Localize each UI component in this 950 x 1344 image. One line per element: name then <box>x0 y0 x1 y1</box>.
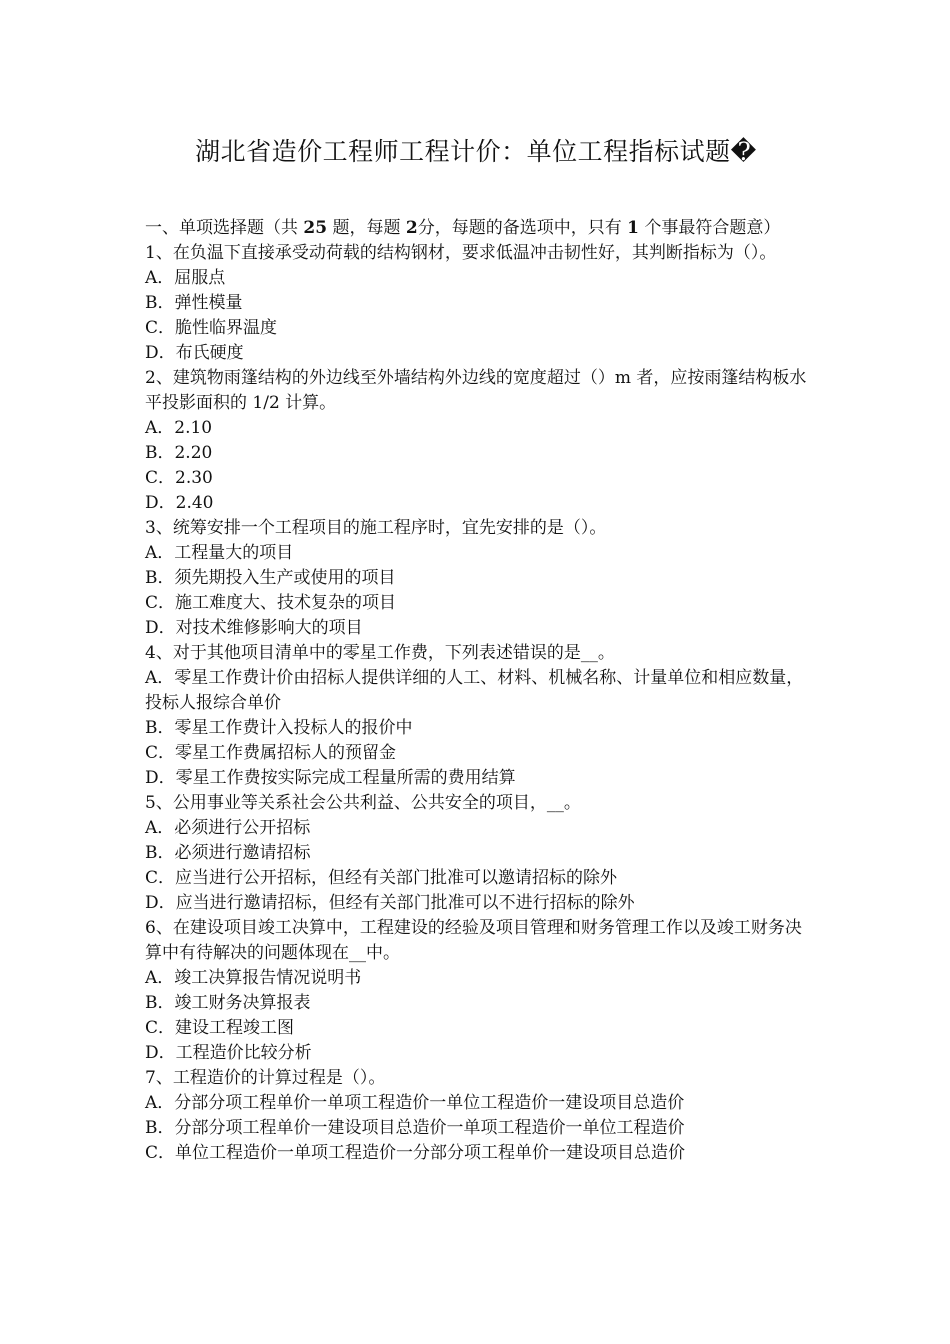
question-stem: 7、工程造价的计算过程是（）。 <box>145 1068 386 1088</box>
section-suffix: 个事最符合题意） <box>644 218 781 238</box>
option-c: C．脆性临界温度 <box>145 318 278 338</box>
option-c: C．应当进行公开招标，但经有关部门批准可以邀请招标的除外 <box>145 868 618 888</box>
question-stem: 6、在建设项目竣工决算中，工程建设的经验及项目管理和财务管理工作以及竣工财务决算中有待解决的问题体现在__中。 <box>145 918 802 963</box>
question-1 <box>145 241 807 366</box>
option-b: B．竣工财务决算报表 <box>145 993 311 1013</box>
option-b: B．分部分项工程单价一建设项目总造价一单项工程造价一单位工程造价 <box>145 1118 685 1138</box>
question-stem: 4、对于其他项目清单中的零星工作费，下列表述错误的是__。 <box>145 643 615 663</box>
answer-count: 1 <box>627 218 639 238</box>
question-2 <box>145 366 807 516</box>
option-c: C．施工难度大、技术复杂的项目 <box>145 593 397 613</box>
question-7 <box>145 1066 807 1166</box>
question-stem: 1、在负温下直接承受动荷载的结构钢材，要求低温冲击韧性好，其判断指标为（）。 <box>145 243 777 263</box>
option-a: A．工程量大的项目 <box>145 543 294 563</box>
question-5 <box>145 791 807 916</box>
option-a: A．必须进行公开招标 <box>145 818 311 838</box>
option-d: D．对技术维修影响大的项目 <box>145 618 363 638</box>
option-b: B．弹性模量 <box>145 293 243 313</box>
document-title: 湖北省造价工程师工程计价：单位工程指标试题� <box>195 137 757 166</box>
section-header <box>145 216 807 241</box>
question-stem: 3、统筹安排一个工程项目的施工程序时，宜先安排的是（）。 <box>145 518 607 538</box>
option-a: A．2.10 <box>145 418 213 438</box>
question-6 <box>145 916 807 1066</box>
section-mid-2: 分，每题的备选项中，只有 <box>417 218 622 238</box>
option-c: C．零星工作费属招标人的预留金 <box>145 743 397 763</box>
option-c: C．2.30 <box>145 468 213 488</box>
option-d: D．工程造价比较分析 <box>145 1043 312 1063</box>
section-mid-1: 题，每题 <box>332 218 401 238</box>
question-count: 25 <box>303 218 328 238</box>
question-stem: 5、公用事业等关系社会公共利益、公共安全的项目，__。 <box>145 793 581 813</box>
option-a: A．零星工作费计价由招标人提供详细的人工、材料、机械名称、计量单位和相应数量，投标人报综合单价 <box>145 668 804 713</box>
option-c: C．建设工程竣工图 <box>145 1018 295 1038</box>
question-4 <box>145 641 807 791</box>
option-d: D．2.40 <box>145 493 214 513</box>
option-d: D．布氏硬度 <box>145 343 244 363</box>
option-d: D．零星工作费按实际完成工程量所需的费用结算 <box>145 768 516 788</box>
section-prefix: 一、单项选择题（共 <box>145 218 298 238</box>
option-b: B．必须进行邀请招标 <box>145 843 311 863</box>
option-a: A．竣工决算报告情况说明书 <box>145 968 362 988</box>
option-d: D．应当进行邀请招标，但经有关部门批准可以不进行招标的除外 <box>145 893 635 913</box>
question-points: 2 <box>405 218 418 238</box>
option-b: B．2.20 <box>145 443 213 463</box>
option-a: A．分部分项工程单价一单项工程造价一单位工程造价一建设项目总造价 <box>145 1093 685 1113</box>
question-stem: 2、建筑物雨篷结构的外边线至外墙结构外边线的宽度超过（）m 者，应按雨篷结构板水平投影面积的 1/2 计算。 <box>145 368 807 413</box>
question-list <box>145 241 807 1166</box>
option-a: A．屈服点 <box>145 268 226 288</box>
option-b: B．零星工作费计入投标人的报价中 <box>145 718 413 738</box>
question-3 <box>145 516 807 641</box>
option-c: C．单位工程造价一单项工程造价一分部分项工程单价一建设项目总造价 <box>145 1143 686 1163</box>
option-b: B．须先期投入生产或使用的项目 <box>145 568 396 588</box>
